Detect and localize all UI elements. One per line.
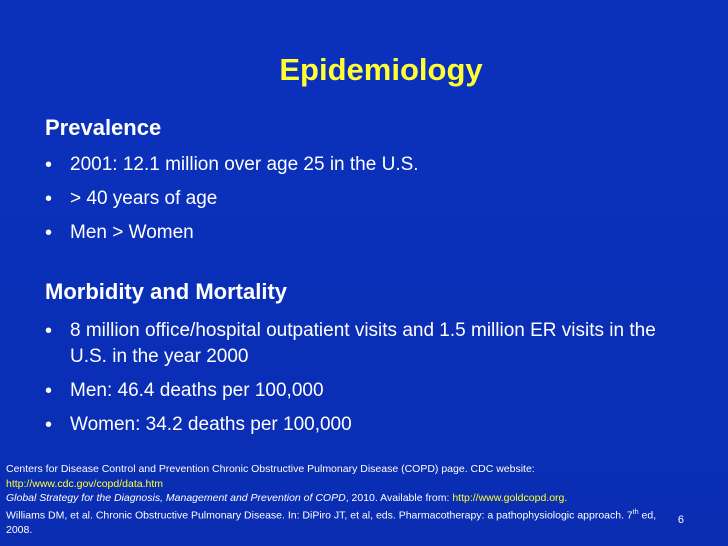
reference-2 (6, 491, 666, 506)
morbidity-heading: Morbidity and Mortality (45, 279, 287, 304)
prevalence-list (0, 152, 670, 254)
reference-text: , 2010. Available from: (345, 492, 453, 504)
reference-title: Global Strategy for the Diagnosis, Management and Prevention of COPD (6, 492, 346, 504)
prevalence-item: • Men > Women (0, 220, 670, 246)
reference-3 (6, 506, 666, 538)
reference-text: ed, 2008. (6, 509, 657, 536)
reference-text: . (564, 492, 568, 504)
morbidity-list (0, 318, 670, 446)
reference-1 (6, 462, 666, 491)
reference-superscript: th (632, 508, 639, 516)
prevalence-item: • 2001: 12.1 million over age 25 in the U.S. (0, 152, 670, 178)
morbidity-item: • Men: 46.4 deaths per 100,000 (0, 378, 670, 404)
prevalence-item: • > 40 years of age (0, 186, 670, 212)
reference-link[interactable]: http://www.cdc.gov/copd/data.htm (6, 477, 163, 490)
morbidity-item: • Women: 34.2 deaths per 100,000 (0, 412, 670, 438)
reference-text: Williams DM, et al. Chronic Obstructive Pulmonary Disease. In: DiPiro JT, et al, eds. Pharmacotherapy: a pathophysiologic approach. 7 (6, 509, 633, 521)
references (6, 462, 666, 537)
reference-link[interactable]: http://www.goldcopd.org (452, 492, 565, 504)
page-number: 6 (677, 514, 684, 526)
slide-title: Epidemiology (279, 52, 483, 87)
morbidity-item: • 8 million office/hospital outpatient visits and 1.5 million ER visits in the U.S. in the year 2000 (0, 318, 670, 370)
reference-text: Centers for Disease Control and Prevention Chronic Obstructive Pulmonary Disease (COPD) page. CDC website: (6, 463, 535, 475)
prevalence-heading: Prevalence (45, 115, 162, 140)
